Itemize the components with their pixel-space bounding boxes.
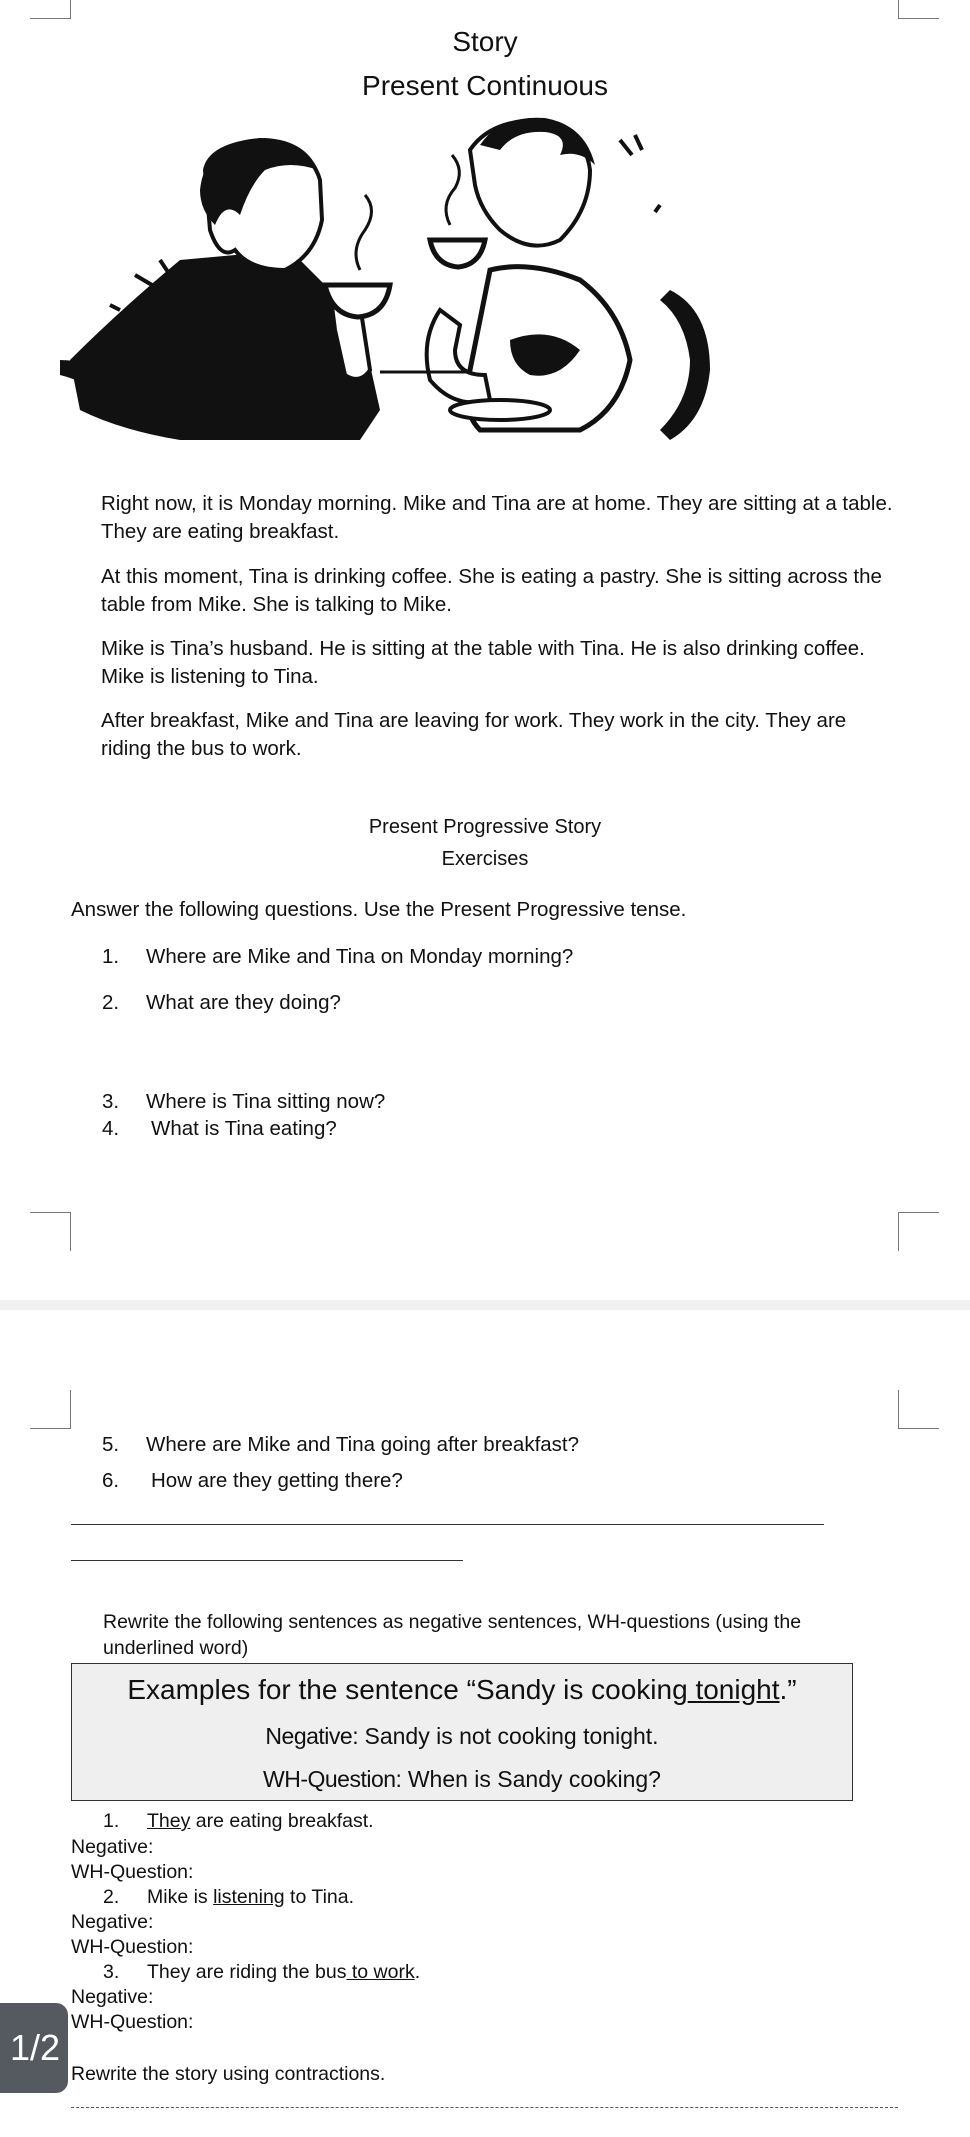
question-number: 4. [102,1117,120,1140]
exercises-heading: Present Progressive Story [368,816,602,838]
underlined-word: to work [346,1961,415,1983]
negative-label: Negative: [265,1723,359,1749]
question-item [102,1117,337,1141]
answer-line[interactable] [71,2107,898,2108]
rewrite-instruction: Rewrite the following sentences as negative sentences, WH-questions (using the underlined word) [103,1611,802,1659]
answer-line[interactable] [71,1560,463,1561]
question-item [102,991,341,1015]
example-negative [72,1723,852,1750]
story-paragraph: Mike is Tina’s husband. He is sitting at the table with Tina. He is also drinking coffee. Mike is listening to Tina. [101,637,865,688]
story-paragraph: After breakfast, Mike and Tina are leaving for work. They work in the city. They are riding the bus to work. [101,709,847,760]
rewrite-number: 3. [103,1961,120,1983]
wh-question-prompt: WH-Question: [71,1936,194,1958]
example-wh-question [72,1766,852,1793]
underlined-word: listening [213,1886,285,1908]
crop-mark [898,0,939,19]
question-text: What is Tina eating? [151,1117,337,1140]
underlined-word: tonight [687,1674,780,1705]
wh-label: WH-Question: [263,1766,402,1792]
rewrite-item: 2. Mike is listening to Tina. [103,1886,355,1908]
answer-line[interactable] [71,1524,824,1525]
contractions-instruction: Rewrite the story using contractions. [71,2063,386,2085]
page-indicator: 1/2 [0,2003,68,2093]
question-number: 5. [102,1433,120,1456]
question-item [102,1090,385,1114]
exercises-instruction: Answer the following questions. Use the Present Progressive tense. [71,898,687,921]
story-subtitle: Present Continuous [362,70,608,101]
rewrite-item: 1. They are eating breakfast. [103,1810,374,1832]
negative-prompt: Negative: [71,1986,154,2008]
page-separator [0,1300,970,1310]
underlined-word: They [147,1810,191,1832]
question-text: How are they getting there? [151,1469,403,1492]
story-paragraph: Right now, it is Monday morning. Mike and Tina are at home. They are sitting at a table. They are eating breakfast. [101,492,893,543]
question-number: 3. [102,1090,120,1113]
question-text: Where are Mike and Tina going after breakfast? [146,1433,580,1456]
negative-prompt: Negative: [71,1911,154,1933]
exercises-subheading: Exercises [441,848,529,870]
crop-mark [30,1212,71,1251]
couple-drinking-coffee-illustration [60,110,760,470]
question-item [102,1469,403,1493]
question-item [102,1433,579,1457]
question-number: 6. [102,1469,120,1492]
question-number: 1. [102,945,120,968]
wh-text: When is Sandy cooking? [401,1766,661,1792]
negative-prompt: Negative: [71,1836,154,1858]
rewrite-item: 3. They are riding the bus to work. [103,1961,421,1983]
crop-mark [898,1212,939,1251]
example-title: Examples for the sentence “Sandy is cooking tonight.” [127,1674,797,1705]
question-text: What are they doing? [146,991,341,1014]
question-text: Where are Mike and Tina on Monday morning? [146,945,574,968]
negative-text: Sandy is not cooking tonight. [358,1723,659,1749]
crop-mark [30,0,71,19]
question-number: 2. [102,991,120,1014]
crop-mark [898,1390,939,1429]
rewrite-number: 2. [103,1886,120,1908]
rewrite-number: 1. [103,1810,120,1832]
story-paragraph: At this moment, Tina is drinking coffee. She is eating a pastry. She is sitting across the table from Mike. She is talking to Mike. [101,565,882,616]
question-text: Where is Tina sitting now? [146,1090,386,1113]
crop-mark [30,1390,71,1429]
example-box [71,1663,853,1801]
story-title: Story [452,26,518,57]
wh-question-prompt: WH-Question: [71,2011,194,2033]
wh-question-prompt: WH-Question: [71,1861,194,1883]
question-item [102,945,573,969]
